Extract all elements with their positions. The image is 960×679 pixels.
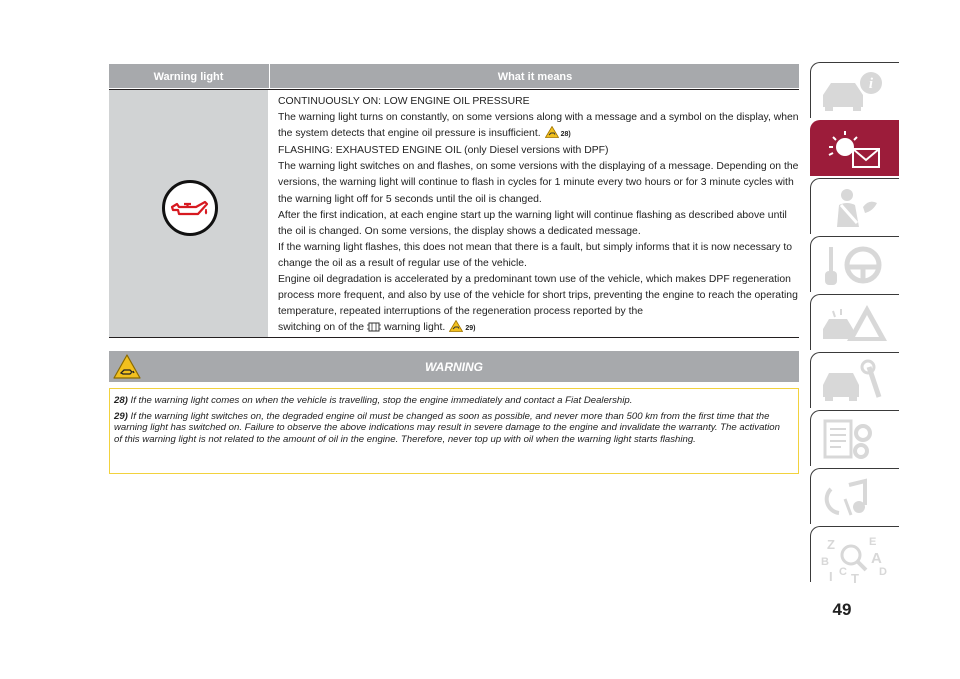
warning-description	[278, 94, 800, 337]
paragraph	[278, 110, 800, 143]
table-header	[109, 64, 799, 88]
alphabet-index-icon	[819, 533, 899, 585]
warning-box	[109, 388, 799, 474]
car-info-icon	[819, 69, 889, 114]
tab-emergency[interactable]	[810, 294, 899, 350]
paragraph: FLASHING: EXHAUSTED ENGINE OIL (only Diesel versions with DPF)	[278, 145, 609, 157]
paragraph: CONTINUOUSLY ON: LOW ENGINE OIL PRESSURE	[278, 96, 530, 107]
page-number: 49	[832, 600, 852, 619]
tab-technical-data[interactable]	[810, 410, 899, 466]
tab-servicing[interactable]	[810, 352, 899, 408]
warning-item-number: 28)	[114, 395, 128, 406]
paragraph	[278, 320, 800, 337]
document-gear-icon	[819, 417, 889, 462]
warning-item-number: 29)	[114, 410, 128, 422]
engine-oil-pressure-icon	[162, 180, 218, 236]
paragraph: The warning light switches on and flashes, on some versions with the displaying of a message. Depending on the versions, the warning light will continue to flash in cycles for 1 minute every two hours or for 3 minute cycles with the warning light off for 5 seconds until the oil is changed.	[278, 161, 799, 205]
music-note-icon	[819, 475, 889, 520]
seatbelt-airbag-icon	[819, 185, 889, 230]
warning-item-text: If the warning light switches on, the degraded engine oil must be changed as soon as possible, and never more than 500 km from the first time that the warning light has switched on. Failure to observe the above indications may result in severe damage to the engine and invalidate the warranty. The activation of this warning light is not related to the amount of oil in the engine. Therefore, never top up with oil when the warning light starts flashing.	[114, 410, 780, 445]
emergency-triangle-icon	[819, 301, 889, 346]
index-letter: D	[879, 566, 887, 578]
warning-light-message-icon	[819, 127, 889, 172]
index-letter: E	[869, 536, 877, 548]
warning-item	[114, 395, 790, 407]
svg-text:i: i	[868, 76, 874, 92]
header-warning-light: Warning light	[153, 71, 224, 83]
tab-dashboard-lights[interactable]	[810, 120, 899, 176]
tab-car-info[interactable]	[810, 62, 899, 118]
index-letter: B	[821, 556, 829, 568]
warning-triangle-icon	[545, 126, 559, 138]
warning-item	[114, 411, 790, 446]
car-wrench-icon	[819, 359, 889, 404]
index-letter: A	[871, 550, 882, 567]
table-bottom-rule	[109, 337, 799, 338]
warning-triangle-icon	[449, 320, 463, 332]
reference-29[interactable]: 29)	[465, 325, 476, 333]
tab-index[interactable]	[810, 526, 899, 585]
dpf-icon	[366, 321, 382, 333]
warning-title: WARNING	[425, 360, 483, 374]
tab-multimedia[interactable]	[810, 468, 899, 524]
index-letter: C	[839, 566, 847, 578]
paragraph-text: switching on of the	[278, 322, 365, 334]
reference-28[interactable]: 28)	[560, 131, 571, 139]
warning-item-text: If the warning light comes on when the vehicle is travelling, stop the engine immediately and contact a Fiat Dealership.	[130, 395, 633, 406]
paragraph-text: The warning light turns on constantly, on some versions along with a message and a symbol on the display, when the system detects that engine oil pressure is insufficient.	[278, 112, 799, 140]
paragraph-text: warning light.	[384, 322, 446, 334]
paragraph: After the first indication, at each engine start up the warning light will continue flashing as described above until the oil is changed. On some versions, the display shows a dedicated message.	[278, 209, 787, 237]
tab-driving[interactable]	[810, 236, 899, 292]
warning-text	[114, 395, 790, 449]
header-what-it-means: What it means	[269, 64, 800, 88]
index-letter: T	[851, 571, 859, 585]
tab-safety[interactable]	[810, 178, 899, 234]
paragraph: Engine oil degradation is accelerated by a predominant town use of the vehicle, which makes DPF regeneration process more frequent, and also by use of the vehicle for short trips, preventing the engine to reach the operating temperature, repeated interruptions of the regeneration process reported by the	[278, 274, 798, 318]
key-steering-wheel-icon	[819, 243, 889, 288]
warning-light-cell	[109, 90, 268, 337]
paragraph: If the warning light flashes, this does not mean that there is a fault, but simply informs that it is now necessary to change the oil as a result of regular use of the vehicle.	[278, 241, 793, 269]
warning-header	[109, 351, 799, 382]
index-letter: Z	[827, 537, 835, 552]
index-letter: I	[829, 569, 833, 584]
